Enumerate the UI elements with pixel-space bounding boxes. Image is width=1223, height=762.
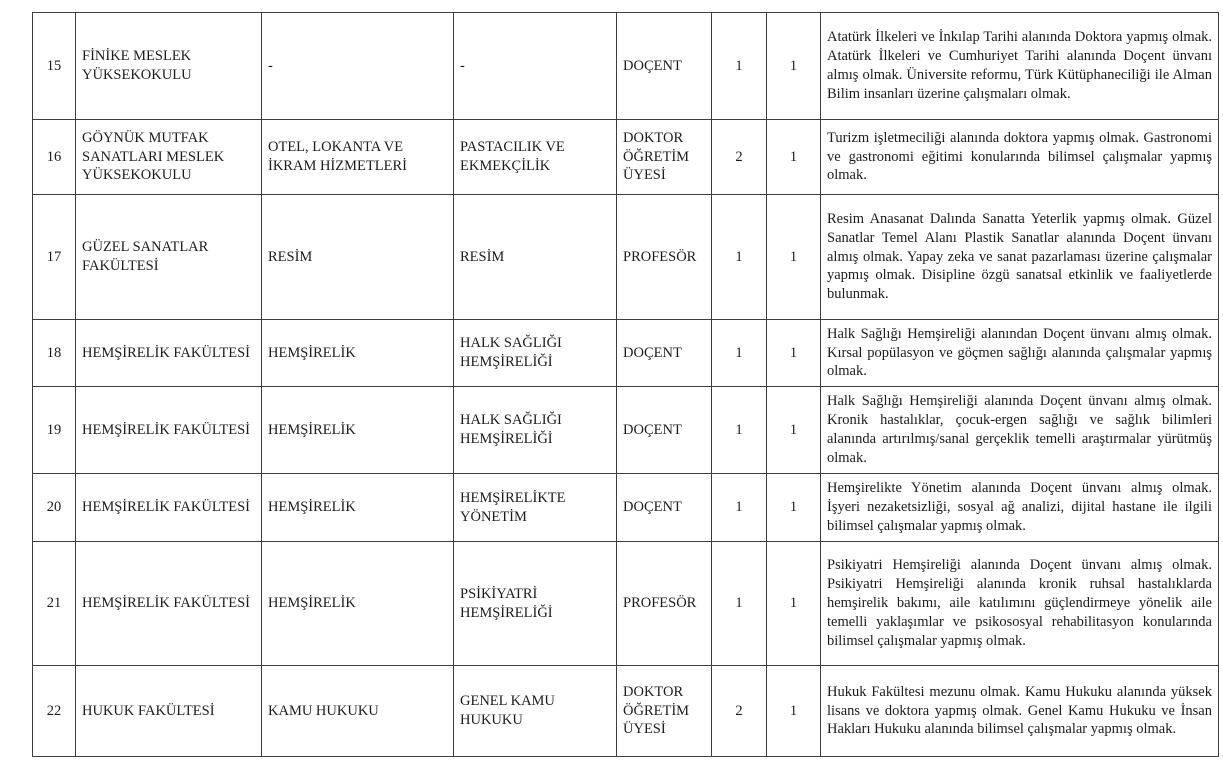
cell-description: Halk Sağlığı Hemşireliği alanında Doçent ünvanı almış olmak. Kronik hastalıklar, çocuk-ergen sağlığı ve sağlık bilimleri alanında artırılmış/sanal gerçeklik temelli araştırmalar yürütmüş olmak. <box>821 387 1219 474</box>
cell-quota-a: 1 <box>712 542 767 666</box>
cell-description: Hemşirelikte Yönetim alanında Doçent ünvanı almış olmak. İşyeri nezaketsizliği, sosyal ağ analizi, dijital hastane ile ilgili bilimsel çalışmalar yapmış olmak. <box>821 474 1219 542</box>
cell-title: PROFESÖR <box>617 195 712 320</box>
cell-quota-a: 1 <box>712 387 767 474</box>
cell-quota-a: 2 <box>712 666 767 757</box>
table-row <box>33 320 1219 387</box>
cell-quota-b: 1 <box>767 320 821 387</box>
cell-unit: HEMŞİRELİK FAKÜLTESİ <box>76 320 262 387</box>
cell-department: OTEL, LOKANTA VE İKRAM HİZMETLERİ <box>262 120 454 195</box>
cell-program: PSİKİYATRİ HEMŞİRELİĞİ <box>454 542 617 666</box>
cell-quota-b: 1 <box>767 195 821 320</box>
cell-row-number: 21 <box>33 542 76 666</box>
table-row <box>33 474 1219 542</box>
cell-description: Atatürk İlkeleri ve İnkılap Tarihi alanında Doktora yapmış olmak. Atatürk İlkeleri ve Cumhuriyet Tarihi alanında Doçent ünvanı almış olmak. Üniversite reformu, Türk Kütüphaneciliği ile Alman Bilim insanları üzerine çalışmaları olmak. <box>821 13 1219 120</box>
cell-unit: HUKUK FAKÜLTESİ <box>76 666 262 757</box>
cell-program: HALK SAĞLIĞI HEMŞİRELİĞİ <box>454 387 617 474</box>
table-row <box>33 13 1219 120</box>
cell-unit: HEMŞİRELİK FAKÜLTESİ <box>76 387 262 474</box>
cell-unit: GÜZEL SANATLAR FAKÜLTESİ <box>76 195 262 320</box>
cell-row-number: 19 <box>33 387 76 474</box>
cell-row-number: 16 <box>33 120 76 195</box>
cell-quota-a: 2 <box>712 120 767 195</box>
cell-quota-a: 1 <box>712 195 767 320</box>
cell-department: HEMŞİRELİK <box>262 542 454 666</box>
cell-program: HEMŞİRELİKTE YÖNETİM <box>454 474 617 542</box>
cell-description: Psikiyatri Hemşireliği alanında Doçent ünvanı almış olmak. Psikiyatri Hemşireliği alanında kronik ruhsal hastalıklarda hemşirelik bakımı, aile katılımını güçlendirmeye yönelik aile temelli yaklaşımlar ve psikososyal rehabilitasyon konularında bilimsel çalışmalar yapmış olmak. <box>821 542 1219 666</box>
cell-title: DOÇENT <box>617 474 712 542</box>
table-row <box>33 387 1219 474</box>
cell-quota-b: 1 <box>767 666 821 757</box>
cell-quota-a: 1 <box>712 13 767 120</box>
cell-quota-b: 1 <box>767 542 821 666</box>
cell-program: - <box>454 13 617 120</box>
cell-quota-b: 1 <box>767 474 821 542</box>
cell-department: RESİM <box>262 195 454 320</box>
cell-program: PASTACILIK VE EKMEKÇİLİK <box>454 120 617 195</box>
cell-department: - <box>262 13 454 120</box>
cell-row-number: 22 <box>33 666 76 757</box>
table-row <box>33 120 1219 195</box>
cell-department: HEMŞİRELİK <box>262 474 454 542</box>
table-row <box>33 542 1219 666</box>
cell-quota-b: 1 <box>767 387 821 474</box>
cell-quota-a: 1 <box>712 320 767 387</box>
cell-title: DOÇENT <box>617 387 712 474</box>
table-row <box>33 195 1219 320</box>
cell-row-number: 18 <box>33 320 76 387</box>
cell-row-number: 17 <box>33 195 76 320</box>
cell-unit: HEMŞİRELİK FAKÜLTESİ <box>76 542 262 666</box>
cell-title: DOÇENT <box>617 320 712 387</box>
cell-description: Halk Sağlığı Hemşireliği alanından Doçent ünvanı almış olmak. Kırsal popülasyon ve göçmen sağlığı alanında çalışmalar yapmış olmak. <box>821 320 1219 387</box>
cell-title: DOKTOR ÖĞRETİM ÜYESİ <box>617 666 712 757</box>
cell-row-number: 20 <box>33 474 76 542</box>
cell-program: RESİM <box>454 195 617 320</box>
cell-unit: HEMŞİRELİK FAKÜLTESİ <box>76 474 262 542</box>
cell-department: HEMŞİRELİK <box>262 387 454 474</box>
cell-unit: FİNİKE MESLEK YÜKSEKOKULU <box>76 13 262 120</box>
cell-description: Resim Anasanat Dalında Sanatta Yeterlik yapmış olmak. Güzel Sanatlar Temel Alanı Plastik Sanatlar alanında Doçent ünvanı almış olmak. Yapay zeka ve sanat pazarlaması üzerine çalışmalar yapmış olmak. Disipline özgü sanatsal etkinlik ve faaliyetlerde bulunmak. <box>821 195 1219 320</box>
cell-program: GENEL KAMU HUKUKU <box>454 666 617 757</box>
cell-title: DOÇENT <box>617 13 712 120</box>
cell-quota-a: 1 <box>712 474 767 542</box>
cell-program: HALK SAĞLIĞI HEMŞİRELİĞİ <box>454 320 617 387</box>
cell-unit: GÖYNÜK MUTFAK SANATLARI MESLEK YÜKSEKOKULU <box>76 120 262 195</box>
cell-description: Hukuk Fakültesi mezunu olmak. Kamu Hukuku alanında yüksek lisans ve doktora yapmış olmak. Genel Kamu Hukuku ve İnsan Hakları Hukuku alanında bilimsel çalışmalar yapmış olmak. <box>821 666 1219 757</box>
cell-quota-b: 1 <box>767 120 821 195</box>
cell-department: HEMŞİRELİK <box>262 320 454 387</box>
cell-department: KAMU HUKUKU <box>262 666 454 757</box>
cell-description: Turizm işletmeciliği alanında doktora yapmış olmak. Gastronomi ve gastronomi eğitimi konularında bilimsel çalışmalar yapmış olmak. <box>821 120 1219 195</box>
positions-table <box>32 12 1219 757</box>
positions-table-body <box>33 13 1219 757</box>
table-row <box>33 666 1219 757</box>
cell-row-number: 15 <box>33 13 76 120</box>
cell-quota-b: 1 <box>767 13 821 120</box>
cell-title: DOKTOR ÖĞRETİM ÜYESİ <box>617 120 712 195</box>
cell-title: PROFESÖR <box>617 542 712 666</box>
